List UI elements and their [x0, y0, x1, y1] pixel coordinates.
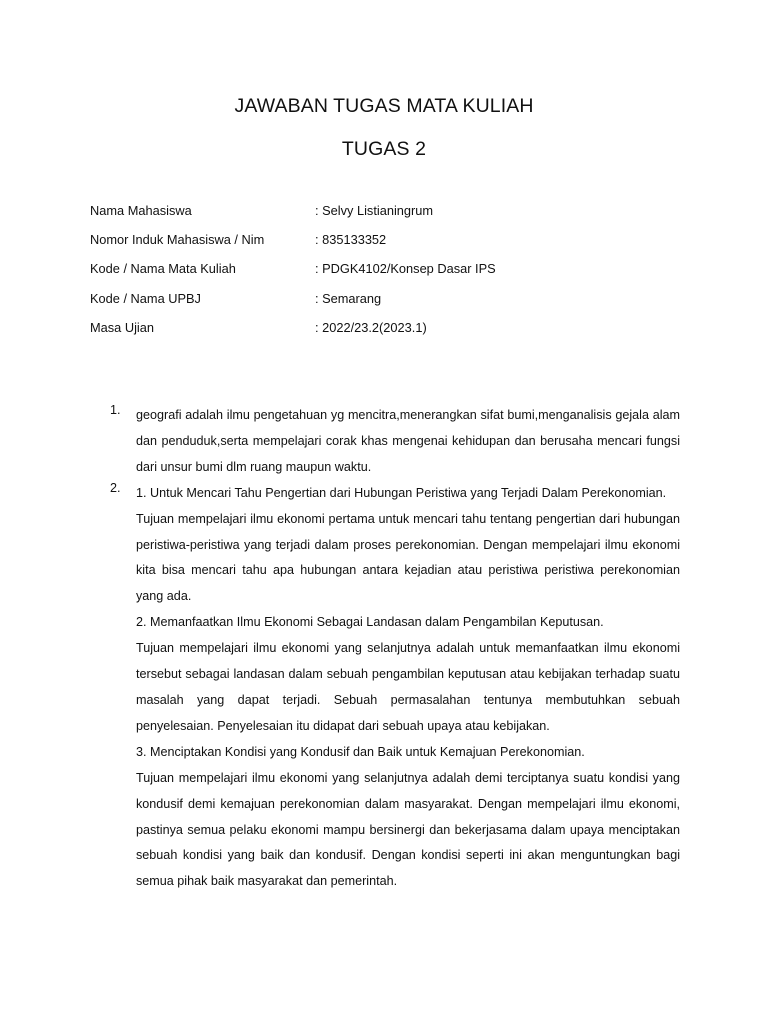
info-value: : PDGK4102/Konsep Dasar IPS — [315, 261, 496, 277]
info-row-upbj — [90, 291, 690, 320]
answer-item-1 — [110, 403, 680, 481]
answer-number: 2. — [110, 480, 121, 495]
info-value: : 835133352 — [315, 232, 387, 248]
answer-paragraph: Tujuan mempelajari ilmu ekonomi yang selanjutnya adalah demi terciptanya suatu kondisi yang kondusif demi kemajuan perekonomian dalam masyarakat. Dengan mempelajari ilmu ekonomi, pastinya semua pelaku ekonomi mampu bersinergi dan bekerjasama dalam upaya menciptakan sebuah kondisi yang baik dan kondusif. Dengan kondisi seperti ini akan menguntungkan bagi semua pihak baik masyarakat dan pemerintah. — [136, 770, 680, 889]
info-label: Nomor Induk Mahasiswa / Nim — [90, 232, 265, 248]
info-value: : Selvy Listianingrum — [315, 203, 434, 218]
answer-paragraph: geografi adalah ilmu pengetahuan yg mencitra,menerangkan sifat bumi,menganalisis gejala alam dan penduduk,serta mempelajari corak khas mengenai kehidupan dan berusaha mencari fungsi dari unsur bumi dlm ruang maupun waktu. — [136, 408, 680, 474]
answer-paragraph: Tujuan mempelajari ilmu ekonomi pertama untuk mencari tahu tentang pengertian dari hubungan peristiwa-peristiwa yang terjadi dalam proses perekonomian. Dengan mempelajari ilmu ekonomi kita bisa mencari tahu apa hubungan antara kejadian atau peristiwa peristiwa perekonomian yang ada. — [136, 511, 680, 604]
student-info-table — [90, 203, 690, 349]
answer-subheading: 2. Memanfaatkan Ilmu Ekonomi Sebagai Landasan dalam Pengambilan Keputusan. — [136, 615, 604, 630]
answer-subheading: 1. Untuk Mencari Tahu Pengertian dari Hubungan Peristiwa yang Terjadi Dalam Perekonomian. — [136, 485, 667, 500]
answer-item-2 — [110, 481, 680, 896]
document-subtitle: TUGAS 2 — [341, 138, 427, 160]
info-row-masa-ujian — [90, 320, 690, 349]
info-value: : Semarang — [315, 290, 382, 306]
info-label: Nama Mahasiswa — [90, 203, 192, 218]
info-value: : 2022/23.2(2023.1) — [315, 319, 427, 335]
info-row-nama — [90, 203, 690, 232]
info-row-mata-kuliah — [90, 261, 690, 290]
answer-subheading: 3. Menciptakan Kondisi yang Kondusif dan Baik untuk Kemajuan Perekonomian. — [136, 744, 585, 759]
document-title: JAWABAN TUGAS MATA KULIAH — [234, 95, 534, 117]
info-label: Kode / Nama UPBJ — [90, 290, 201, 306]
answer-list — [110, 403, 680, 895]
info-row-nim — [90, 232, 690, 261]
info-label: Masa Ujian — [90, 319, 155, 335]
info-label: Kode / Nama Mata Kuliah — [90, 261, 236, 277]
answer-paragraph: Tujuan mempelajari ilmu ekonomi yang selanjutnya adalah untuk memanfaatkan ilmu ekonomi tersebut sebagai landasan dalam sebuah pengambilan keputusan atau kebijakan terhadap suatu masalah yang dapat terjadi. Sebuah permasalahan tentunya membutuhkan sebuah penyelesaian. Penyelesaian itu didapat dari sebuah upaya atau kebijakan. — [136, 641, 680, 733]
answer-number: 1. — [110, 403, 121, 417]
